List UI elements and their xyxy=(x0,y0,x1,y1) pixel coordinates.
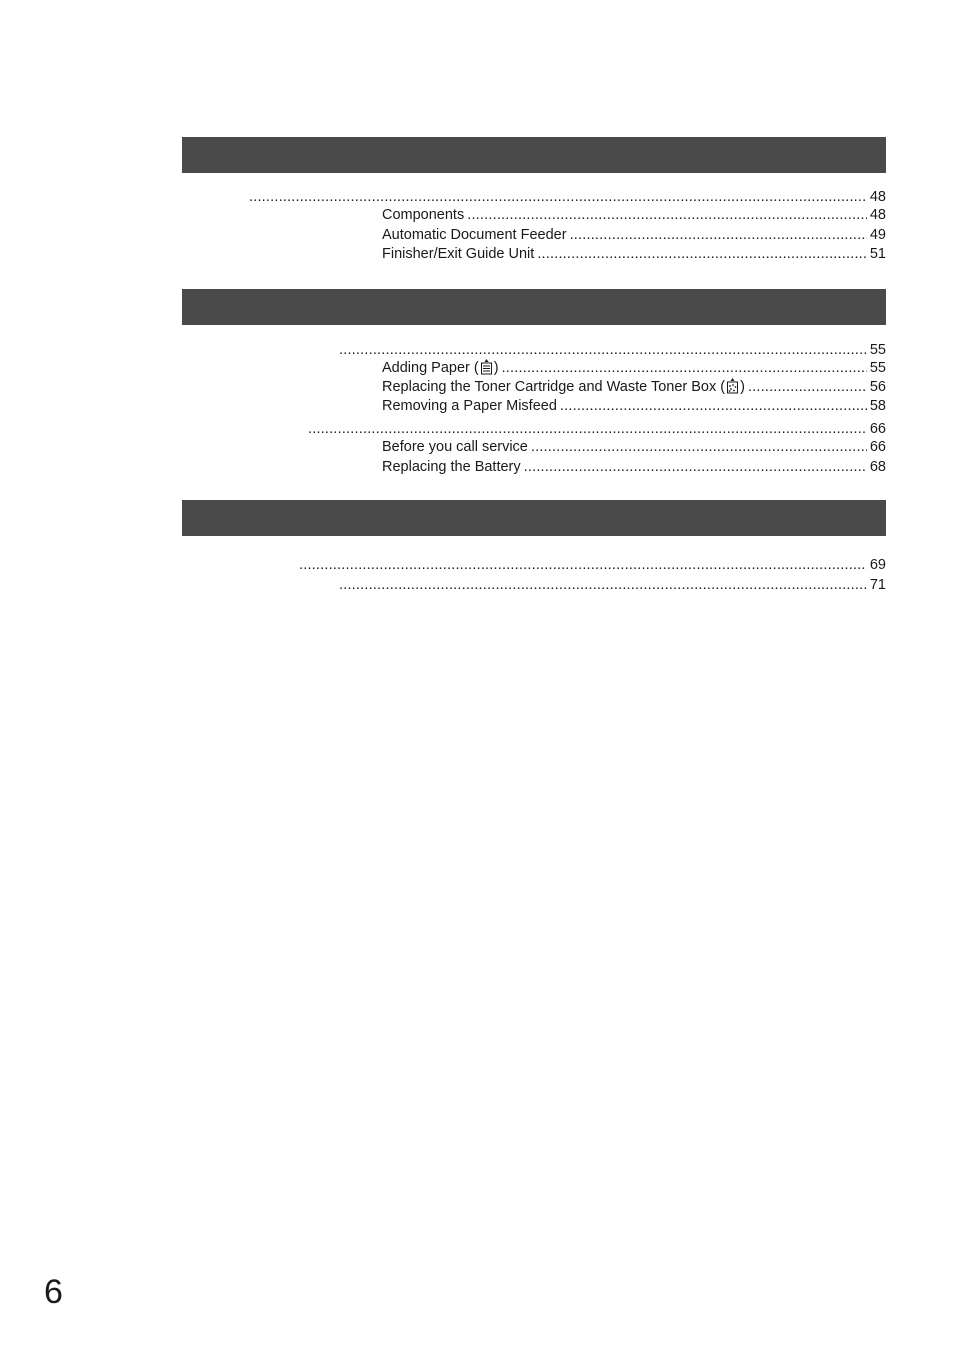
dot-leader xyxy=(339,576,867,595)
dot-leader xyxy=(502,359,867,378)
dot-leader xyxy=(339,341,867,360)
dot-leader xyxy=(299,556,867,575)
toc-entry[interactable] xyxy=(339,341,886,360)
toc-label: Automatic Document Feeder xyxy=(382,227,567,243)
dot-leader xyxy=(537,245,867,264)
toc-entry[interactable] xyxy=(308,420,886,439)
toc-page-number: 55 xyxy=(869,360,886,376)
toc-page-number: 68 xyxy=(869,459,886,475)
toc-page-number: 66 xyxy=(869,439,886,455)
toner-icon xyxy=(726,378,739,394)
toc-page-number: 55 xyxy=(869,342,886,358)
dot-leader xyxy=(570,226,867,245)
toc-entry[interactable] xyxy=(299,556,886,575)
toc-entry[interactable] xyxy=(382,226,886,245)
toc-entry[interactable] xyxy=(382,438,886,457)
section-header-band-1 xyxy=(182,137,886,173)
page-number: 6 xyxy=(44,1273,63,1311)
toc-page-number: 56 xyxy=(869,379,886,395)
toc-label: Components xyxy=(382,207,465,223)
toc-page-number: 69 xyxy=(869,557,886,573)
toc-entry[interactable] xyxy=(249,188,886,207)
toc-entry[interactable] xyxy=(382,206,886,225)
dot-leader xyxy=(560,397,867,416)
dot-leader xyxy=(748,378,867,397)
toc-page-number: 48 xyxy=(869,189,886,205)
toc-entry[interactable] xyxy=(382,397,886,416)
dot-leader xyxy=(308,420,867,439)
dot-leader xyxy=(249,188,867,207)
toc-entry[interactable] xyxy=(382,359,886,378)
toc-label: Removing a Paper Misfeed xyxy=(382,398,557,414)
toc-page-number: 49 xyxy=(869,227,886,243)
toc-label: Adding Paper ( ) xyxy=(382,360,499,376)
toc-page-number: 71 xyxy=(869,577,886,593)
toc-page-number: 66 xyxy=(869,421,886,437)
toc-label: Before you call service xyxy=(382,439,528,455)
toc-entry[interactable] xyxy=(382,458,886,477)
paper-tray-icon xyxy=(480,359,493,375)
toc-entry[interactable] xyxy=(339,576,886,595)
toc-entry[interactable] xyxy=(382,245,886,264)
dot-leader xyxy=(524,458,867,477)
toc-page-number: 48 xyxy=(869,207,886,223)
dot-leader xyxy=(531,438,867,457)
dot-leader xyxy=(467,206,867,225)
toc-page-number: 51 xyxy=(869,246,886,262)
toc-label: Finisher/Exit Guide Unit xyxy=(382,246,535,262)
toc-page-number: 58 xyxy=(869,398,886,414)
section-header-band-2 xyxy=(182,289,886,325)
toc-label: Replacing the Battery xyxy=(382,459,521,475)
toc-label: Replacing the Toner Cartridge and Waste Toner Box ( ) xyxy=(382,379,745,395)
section-header-band-3 xyxy=(182,500,886,536)
toc-entry[interactable] xyxy=(382,378,886,397)
